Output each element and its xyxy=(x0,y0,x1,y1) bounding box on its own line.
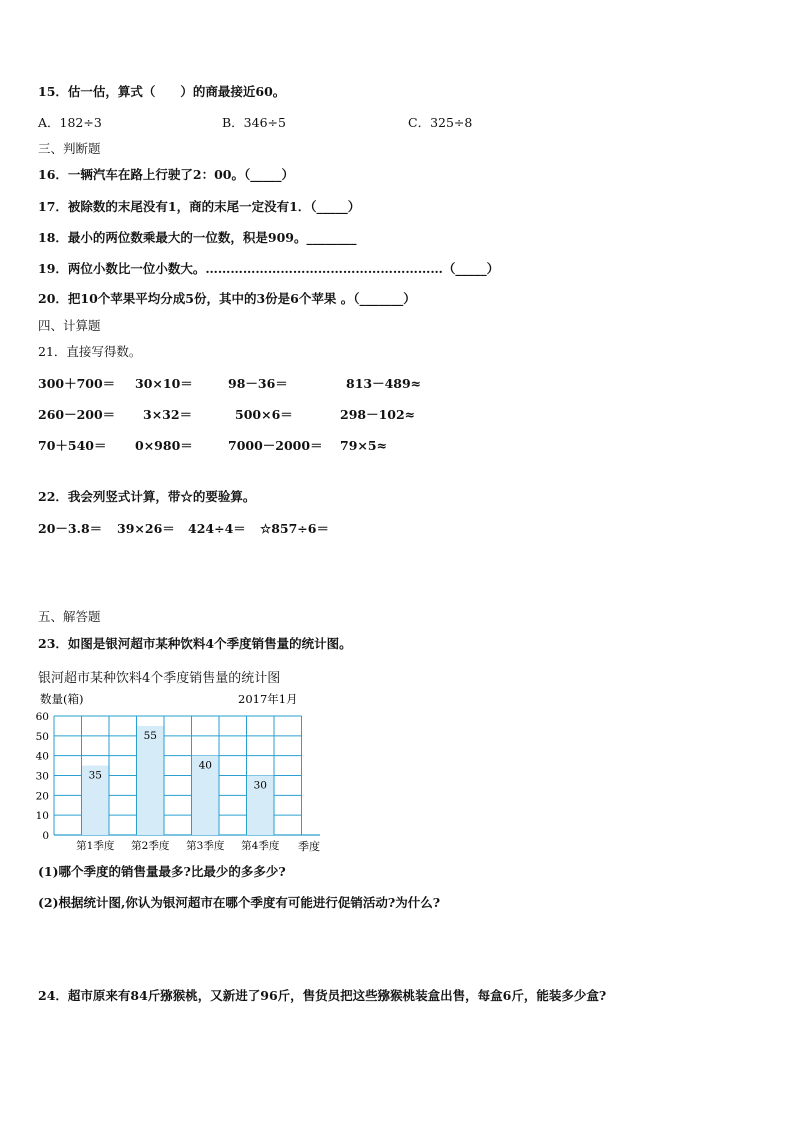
section-heading-calc: 四、计算题 xyxy=(38,318,101,333)
calc-item: 70＋540＝ xyxy=(38,438,107,453)
vertical-calc-item: 20－3.8＝ xyxy=(38,521,103,536)
bar-value-label: 55 xyxy=(143,729,157,742)
question-23-stem: 23．如图是银河超市某种饮料4个季度销售量的统计图。 xyxy=(38,636,352,651)
option-c: C．325÷8 xyxy=(408,115,473,130)
x-tick-label: 第4季度 xyxy=(241,840,280,852)
y-tick-label: 0 xyxy=(42,830,49,842)
chart-bars xyxy=(82,726,274,835)
y-tick-label: 50 xyxy=(35,730,49,743)
bar xyxy=(137,726,164,835)
bar-value-label: 30 xyxy=(253,779,267,792)
question-24: 24．超市原来有84斤猕猴桃，又新进了96斤，售货员把这些猕猴桃装盒出售，每盒6斤，能装多少盒? xyxy=(38,988,607,1003)
question-23-sub1: (1)哪个季度的销售量最多?比最少的多多少? xyxy=(38,864,286,879)
calc-item: 298－102≈ xyxy=(340,407,416,422)
question-19: 19．两位小数比一位小数大。…………………………………………………（_____） xyxy=(38,261,500,276)
calc-item: 260－200＝ xyxy=(38,407,116,422)
question-17: 17．被除数的末尾没有1，商的末尾一定没有1．（_____） xyxy=(38,199,361,214)
y-axis-label: 数量(箱) xyxy=(40,692,84,706)
calc-item: 79×5≈ xyxy=(340,438,388,453)
calc-item: 300＋700＝ xyxy=(38,376,116,391)
question-21-stem: 21．直接写得数。 xyxy=(38,344,142,359)
calc-item: 7000－2000＝ xyxy=(228,438,323,453)
y-tick-label: 40 xyxy=(35,750,49,763)
section-heading-judge: 三、判断题 xyxy=(38,141,101,156)
calc-item: 500×6＝ xyxy=(235,407,293,422)
vertical-calc-item: 39×26＝ xyxy=(117,521,175,536)
y-tick-label: 10 xyxy=(35,810,49,823)
question-16: 16．一辆汽车在路上行驶了2：00。（_____） xyxy=(38,167,294,182)
question-22-stem: 22．我会列竖式计算，带☆的要验算。 xyxy=(38,489,256,504)
calc-item: 813－489≈ xyxy=(346,376,422,391)
y-tick-label: 60 xyxy=(35,711,49,723)
bar-value-label: 35 xyxy=(88,769,102,782)
bar-value-label: 40 xyxy=(198,759,212,772)
vertical-calc-item: ☆857÷6＝ xyxy=(260,521,329,536)
calc-item: 3×32＝ xyxy=(143,407,193,422)
chart-title: 银河超市某种饮料4个季度销售量的统计图 xyxy=(38,671,281,686)
question-23-sub2: (2)根据统计图,你认为银河超市在哪个季度有可能进行促销活动?为什么? xyxy=(38,895,441,910)
option-b: B．346÷5 xyxy=(222,115,286,130)
vertical-calc-item: 424÷4＝ xyxy=(188,521,246,536)
calc-item: 98－36＝ xyxy=(228,376,288,391)
y-tick-label: 30 xyxy=(35,770,49,783)
question-15-stem: 15．估一估，算式（ ）的商最接近60。 xyxy=(38,84,286,99)
x-tick-label: 第2季度 xyxy=(131,840,170,852)
option-a: A．182÷3 xyxy=(38,115,102,130)
bar-chart xyxy=(30,688,330,856)
x-tick-label: 第1季度 xyxy=(76,840,115,852)
question-20: 20．把10个苹果平均分成5份，其中的3份是6个苹果 。（_______） xyxy=(38,291,416,306)
x-tick-label: 第3季度 xyxy=(186,840,225,852)
section-heading-word-problems: 五、解答题 xyxy=(38,609,101,624)
chart-date: 2017年1月 xyxy=(238,692,298,706)
calc-item: 0×980＝ xyxy=(135,438,193,453)
calc-item: 30×10＝ xyxy=(135,376,193,391)
x-axis-label: 季度 xyxy=(298,840,320,853)
question-18: 18．最小的两位数乘最大的一位数，积是909。________ xyxy=(38,230,357,245)
y-tick-label: 20 xyxy=(35,790,49,803)
